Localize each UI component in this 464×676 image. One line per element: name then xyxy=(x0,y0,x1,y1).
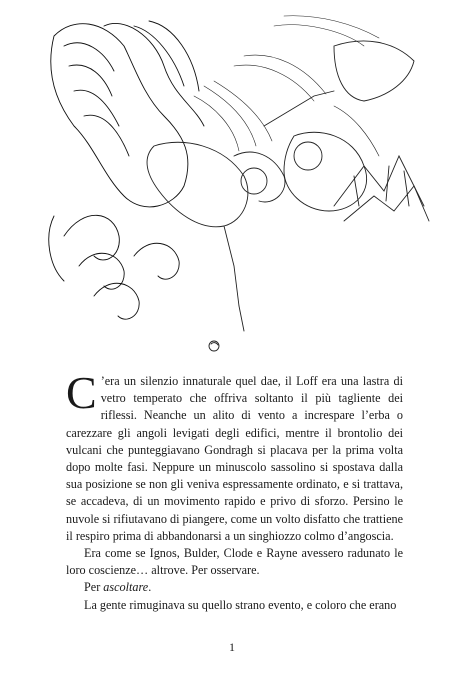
hair-swirls xyxy=(194,16,379,156)
wave-crests xyxy=(49,215,179,319)
paragraph-1-text: ’era un silenzio innaturale quel dae, il Loff era una lastra di vetro temperato che offriva soltanto il più tagliente dei riflessi. Neanche un alito di vento a increspare l’erba o carezzare gli angoli levigati degli edifici, mentre il brontolio dei vulcani che punteggiavano Gondragh si placava per la prima volta dopo molte fasi. Neppure un minuscolo sassolino si spostava dalla sua posizione se non gli veniva espressamente ordinato, e si trattava, se accadeva, di un movimento rapido e privo di sforzo. Persino le nuvole si rifiutavano di piangere, come un volto disfatto che trattiene il respiro prima di abbandonarsi a un singhiozzo colmo d’angoscia. xyxy=(66,374,403,543)
mountain-peaks xyxy=(334,156,429,221)
paragraph-3-lead: Per xyxy=(84,580,104,595)
falling-drop xyxy=(209,341,219,351)
body-text xyxy=(66,367,403,614)
drop-cap: C xyxy=(66,367,97,418)
page-number: 1 xyxy=(229,640,235,654)
emphasis-ascoltare: ascoltare xyxy=(103,580,149,595)
paragraph-3-tail: . xyxy=(148,580,152,595)
flame-mass xyxy=(51,21,204,207)
paragraph-2: Era come se Ignos, Bulder, Clode e Rayne avessero radunato le loro coscienze… altrove. Per osservare. xyxy=(66,546,403,578)
paragraph-1 xyxy=(66,367,403,545)
engraving-illustration xyxy=(34,6,434,358)
paragraph-3 xyxy=(66,579,403,596)
figure-bodies xyxy=(147,41,414,331)
paragraph-4: La gente rimuginava su quello strano evento, e coloro che erano xyxy=(84,597,397,612)
